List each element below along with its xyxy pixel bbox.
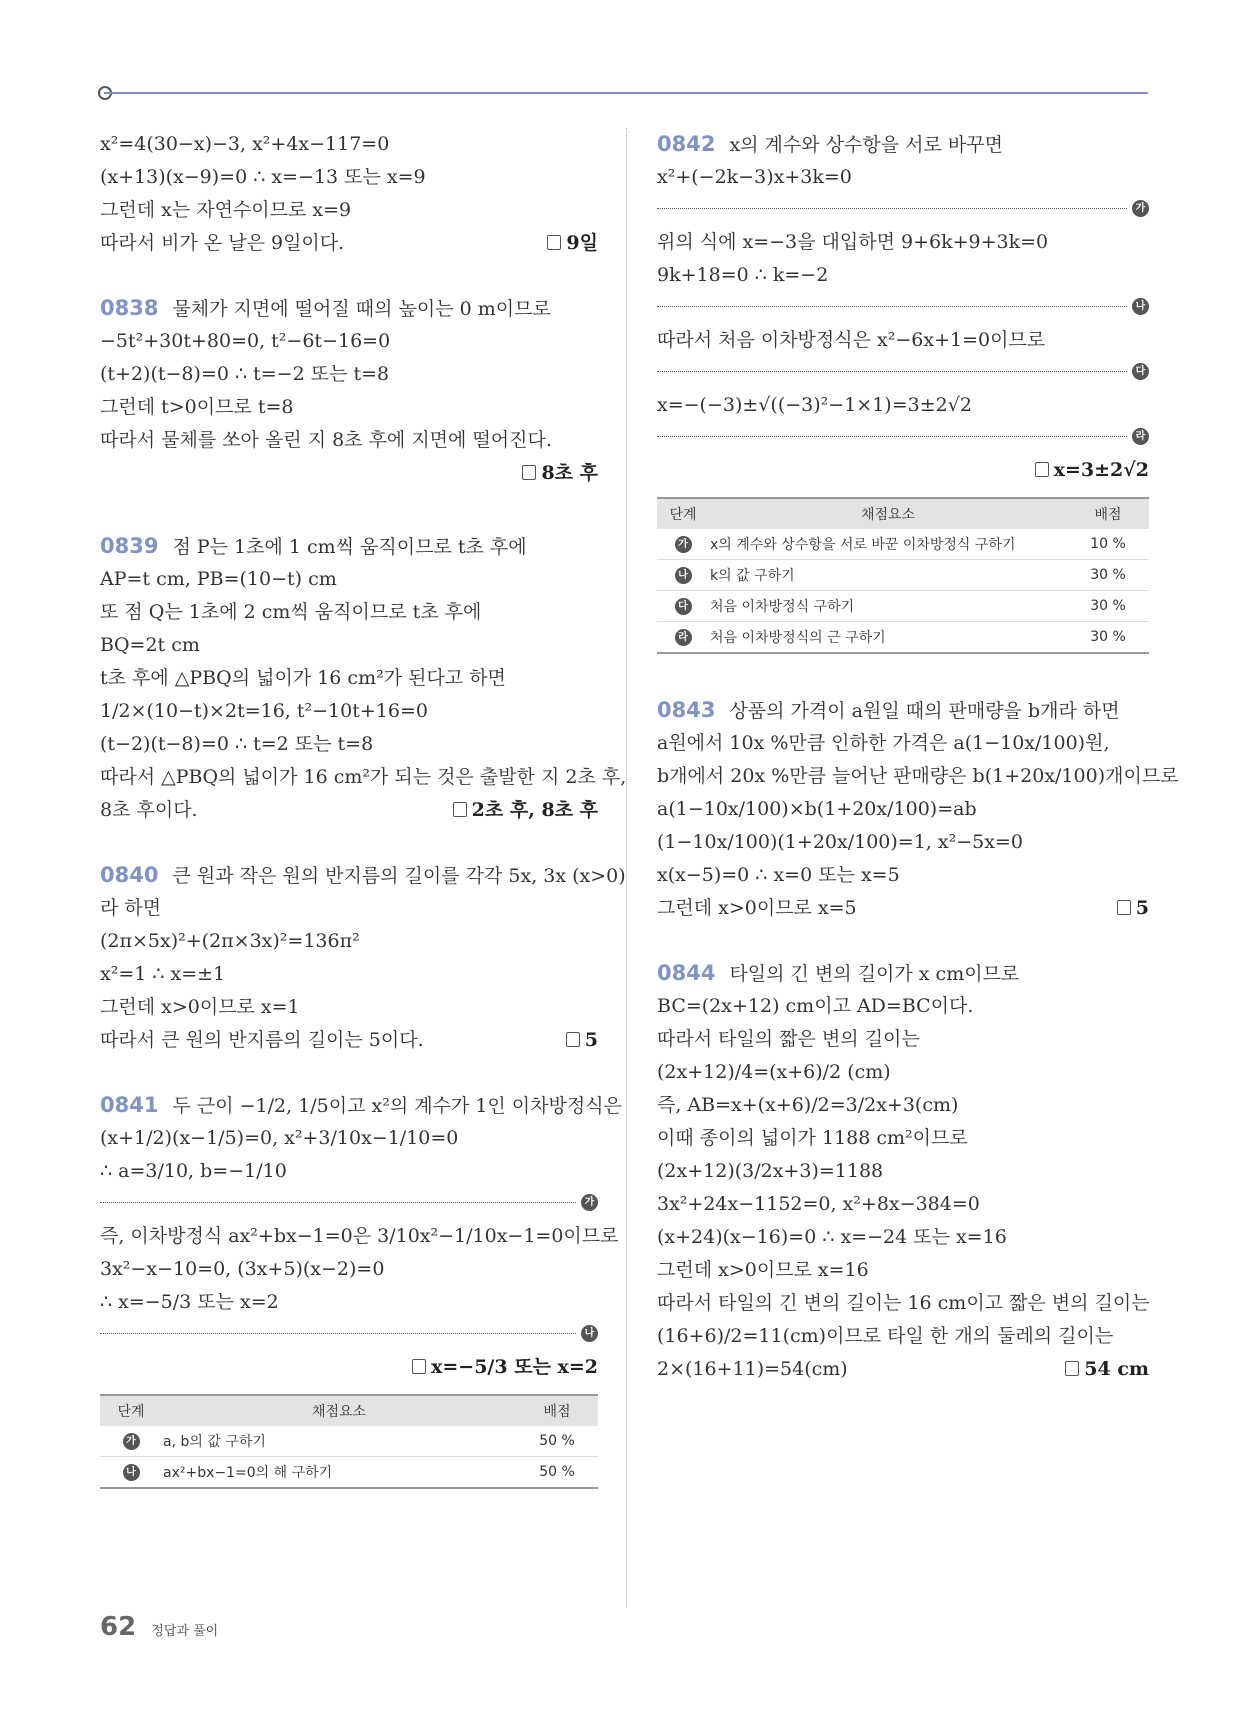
- problem-0840: 0840 큰 원과 작은 원의 반지름의 길이를 각각 5x, 3x (x>0): [100, 863, 626, 887]
- answer-row: [100, 457, 598, 490]
- table-cell: ax²+bx−1=0의 해 구하기: [162, 1457, 516, 1489]
- problem-number: 0843: [657, 698, 716, 722]
- solution-line: t초 후에 △PBQ의 넓이가 16 cm²가 된다고 하면: [100, 667, 506, 689]
- step-marker: 나: [1132, 298, 1149, 315]
- problem-0844: 0844 타일의 긴 변의 길이가 x cm이므로: [657, 961, 1020, 985]
- table-header: 채점요소: [162, 1395, 516, 1426]
- solution-line: 그런데 x>0이므로 x=1: [100, 996, 300, 1018]
- table-cell: 10 %: [1067, 529, 1149, 560]
- problem-number: 0844: [657, 961, 716, 985]
- table-row: [657, 591, 1149, 622]
- step-marker-row: [657, 298, 1149, 314]
- footer-label: 정답과 풀이: [151, 1624, 219, 1639]
- solution-line: 2×(16+11)=54(cm) 54 cm: [657, 1353, 1149, 1386]
- answer-box-icon: [522, 465, 536, 480]
- solution-line: (1−10x/100)(1+20x/100)=1, x²−5x=0: [657, 831, 1023, 853]
- solution-line: x(x−5)=0 ∴ x=0 또는 x=5: [657, 864, 900, 886]
- problem-number: 0842: [657, 132, 716, 156]
- solution-line: 또 점 Q는 1초에 2 cm씩 움직이므로 t초 후에: [100, 601, 482, 623]
- solution-line: 따라서 비가 온 날은 9일이다. 9일: [100, 227, 598, 260]
- column-divider: [626, 128, 627, 1608]
- solution-line: 9k+18=0 ∴ k=−2: [657, 264, 829, 286]
- answer-box-icon: [1035, 462, 1049, 477]
- table-header: 단계: [100, 1395, 162, 1426]
- right-column: [657, 128, 1179, 1386]
- solution-line: −5t²+30t+80=0, t²−6t−16=0: [100, 330, 391, 352]
- page-number: 62: [100, 1612, 137, 1642]
- answer-box-icon: [566, 1032, 580, 1047]
- problem-0843: 0843 상품의 가격이 a원일 때의 판매량을 b개라 하면: [657, 698, 1120, 722]
- table-row: [657, 622, 1149, 654]
- scoring-table-0842: [657, 497, 1149, 654]
- solution-line: (x+1/2)(x−1/5)=0, x²+3/10x−1/10=0: [100, 1127, 459, 1149]
- answer-box-icon: [547, 235, 561, 250]
- problem-0842: 0842 x의 계수와 상수항을 서로 바꾸면: [657, 132, 1003, 156]
- solution-line: b개에서 20x %만큼 늘어난 판매량은 b(1+20x/100)개이므로: [657, 765, 1179, 787]
- solution-line: x=−(−3)±√((−3)²−1×1)=3±2√2: [657, 394, 972, 416]
- table-header: 단계: [657, 498, 709, 529]
- solution-line: ∴ x=−5/3 또는 x=2: [100, 1291, 279, 1313]
- solution-line: BQ=2t cm: [100, 634, 200, 656]
- answer-838: 8초 후: [522, 457, 598, 490]
- solution-line: a원에서 10x %만큼 인하한 가격은 a(1−10x/100)원,: [657, 732, 1110, 754]
- table-header: 채점요소: [709, 498, 1067, 529]
- table-cell: 30 %: [1067, 591, 1149, 622]
- answer-box-icon: [1065, 1361, 1079, 1376]
- solution-line: 이때 종이의 넓이가 1188 cm²이므로: [657, 1127, 968, 1149]
- solution-line: 따라서 타일의 긴 변의 길이는 16 cm이고 짧은 변의 길이는: [657, 1292, 1150, 1314]
- solution-line: a(1−10x/100)×b(1+20x/100)=ab: [657, 798, 977, 820]
- answer-840: 5: [566, 1024, 598, 1057]
- left-column: [100, 128, 627, 1489]
- step-marker: 다: [675, 598, 692, 615]
- solution-line: 그런데 x>0이므로 x=5 5: [657, 892, 1149, 925]
- solution-line: 따라서 △PBQ의 넓이가 16 cm²가 되는 것은 출발한 지 2초 후,: [100, 766, 627, 788]
- table-cell: 처음 이차방정식의 근 구하기: [709, 622, 1067, 654]
- problem-0841: 0841 두 근이 −1/2, 1/5이고 x²의 계수가 1인 이차방정식은: [100, 1093, 622, 1117]
- solution-line: (2x+12)/4=(x+6)/2 (cm): [657, 1061, 891, 1083]
- solution-line: 즉, 이차방정식 ax²+bx−1=0은 3/10x²−1/10x−1=0이므로: [100, 1225, 619, 1247]
- table-header: 배점: [1067, 498, 1149, 529]
- step-marker: 다: [1132, 363, 1149, 380]
- solution-line: 그런데 t>0이므로 t=8: [100, 396, 294, 418]
- step-marker: 가: [1132, 200, 1149, 217]
- table-cell: 30 %: [1067, 622, 1149, 654]
- solution-line: (x+13)(x−9)=0 ∴ x=−13 또는 x=9: [100, 166, 426, 188]
- problem-0839: 0839 점 P는 1초에 1 cm씩 움직이므로 t초 후에: [100, 534, 527, 558]
- problem-number: 0841: [100, 1093, 159, 1117]
- table-cell: 30 %: [1067, 560, 1149, 591]
- solution-line: (16+6)/2=11(cm)이므로 타일 한 개의 둘레의 길이는: [657, 1325, 1114, 1347]
- solution-line: 3x²−x−10=0, (3x+5)(x−2)=0: [100, 1258, 385, 1280]
- header-rule: [104, 92, 1148, 94]
- problem-number: 0840: [100, 863, 159, 887]
- table-cell: 50 %: [516, 1457, 598, 1489]
- table-row: [657, 529, 1149, 560]
- table-row: [657, 560, 1149, 591]
- table-header: 배점: [516, 1395, 598, 1426]
- answer-box-icon: [453, 802, 467, 817]
- table-row: [100, 1426, 598, 1457]
- answer-843: 5: [1117, 892, 1149, 925]
- solution-line: 따라서 물체를 쏘아 올린 지 8초 후에 지면에 떨어진다.: [100, 429, 552, 451]
- table-cell: a, b의 값 구하기: [162, 1426, 516, 1457]
- answer-837: 9일: [547, 227, 598, 260]
- problem-0838: 0838 물체가 지면에 떨어질 때의 높이는 0 m이므로: [100, 296, 551, 320]
- answer-box-icon: [1117, 900, 1131, 915]
- solution-line: 라 하면: [100, 897, 162, 919]
- solution-line: 따라서 큰 원의 반지름의 길이는 5이다. 5: [100, 1024, 598, 1057]
- step-marker: 가: [581, 1194, 598, 1211]
- answer-box-icon: [412, 1359, 426, 1374]
- solution-line: 위의 식에 x=−3을 대입하면 9+6k+9+3k=0: [657, 231, 1049, 253]
- solution-line: 따라서 처음 이차방정식은 x²−6x+1=0이므로: [657, 329, 1046, 351]
- answer-row: [657, 454, 1149, 487]
- table-cell: 처음 이차방정식 구하기: [709, 591, 1067, 622]
- solution-line: (2x+12)(3/2x+3)=1188: [657, 1160, 884, 1182]
- table-cell: x의 계수와 상수항을 서로 바꾼 이차방정식 구하기: [709, 529, 1067, 560]
- answer-841: x=−5/3 또는 x=2: [412, 1351, 598, 1384]
- step-marker: 가: [123, 1433, 140, 1450]
- solution-line: x²=1 ∴ x=±1: [100, 963, 226, 985]
- step-marker-row: [100, 1325, 598, 1341]
- solution-line: (t+2)(t−8)=0 ∴ t=−2 또는 t=8: [100, 363, 390, 385]
- answer-842: x=3±2√2: [1035, 454, 1149, 487]
- step-marker: 라: [1132, 428, 1149, 445]
- solution-line: x²=4(30−x)−3, x²+4x−117=0: [100, 133, 390, 155]
- step-marker-row: [657, 428, 1149, 444]
- solution-line: 따라서 타일의 짧은 변의 길이는: [657, 1028, 920, 1050]
- solution-line: 즉, AB=x+(x+6)/2=3/2x+3(cm): [657, 1094, 959, 1116]
- solution-line: 3x²+24x−1152=0, x²+8x−384=0: [657, 1193, 980, 1215]
- table-cell: 50 %: [516, 1426, 598, 1457]
- solution-line: (2π×5x)²+(2π×3x)²=136π²: [100, 930, 360, 952]
- problem-number: 0838: [100, 296, 159, 320]
- step-marker: 나: [581, 1325, 598, 1342]
- step-marker-row: [657, 363, 1149, 379]
- solution-line: BC=(2x+12) cm이고 AD=BC이다.: [657, 995, 974, 1017]
- step-marker: 나: [675, 567, 692, 584]
- solution-line: ∴ a=3/10, b=−1/10: [100, 1160, 287, 1182]
- step-marker: 나: [123, 1464, 140, 1481]
- solution-line: 8초 후이다. 2초 후, 8초 후: [100, 794, 598, 827]
- answer-839: 2초 후, 8초 후: [453, 794, 598, 827]
- step-marker-row: [100, 1194, 598, 1210]
- step-marker: 가: [675, 536, 692, 553]
- solution-line: 그런데 x는 자연수이므로 x=9: [100, 199, 352, 221]
- solution-line: AP=t cm, PB=(10−t) cm: [100, 568, 337, 590]
- table-cell: k의 값 구하기: [709, 560, 1067, 591]
- solution-line: x²+(−2k−3)x+3k=0: [657, 166, 852, 188]
- solution-line: (t−2)(t−8)=0 ∴ t=2 또는 t=8: [100, 733, 374, 755]
- step-marker-row: [657, 200, 1149, 216]
- scoring-table-0841: [100, 1394, 598, 1489]
- step-marker: 라: [675, 629, 692, 646]
- page-footer: [100, 1612, 218, 1642]
- answer-844: 54 cm: [1065, 1353, 1149, 1386]
- table-row: [100, 1457, 598, 1489]
- answer-row: [100, 1351, 598, 1384]
- problem-number: 0839: [100, 534, 159, 558]
- solution-line: 1/2×(10−t)×2t=16, t²−10t+16=0: [100, 700, 428, 722]
- solution-line: 그런데 x>0이므로 x=16: [657, 1259, 869, 1281]
- solution-line: (x+24)(x−16)=0 ∴ x=−24 또는 x=16: [657, 1226, 1007, 1248]
